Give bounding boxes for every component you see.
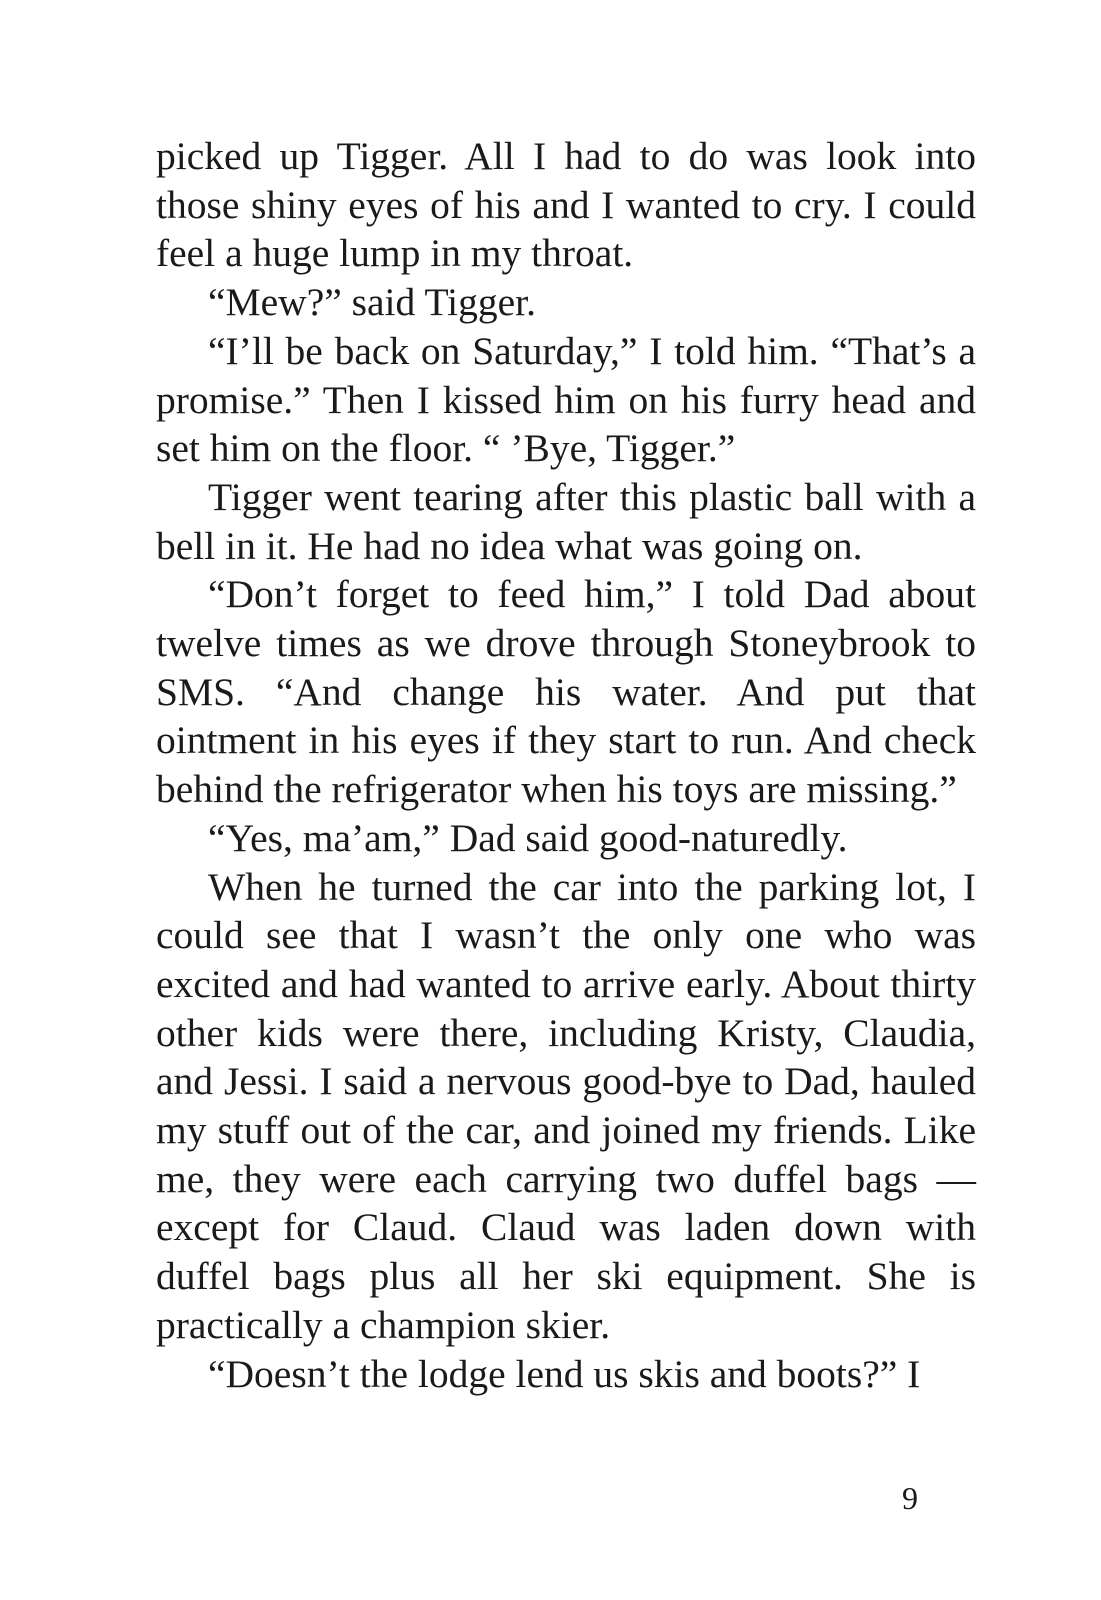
paragraph: “Doesn’t the lodge lend us skis and boots?” I (208, 1351, 921, 1396)
paragraph: When he turned the car into the parking lot, I could see that I wasn’t the only one who was excited and had wanted to arrive early. About thirty other kids were there, including Kristy, Claudia, and Jessi. I said a nervous good-bye to Dad, hauled my stuff out of the car, and joined my friends. Like me, they were each carrying two duffel bags — except for Claud. Claud was laden down with duffel bags plus all her ski equipment. She is practically a champion skier. (156, 864, 976, 1347)
paragraph: picked up Tigger. All I had to do was look into those shiny eyes of his and I wanted to cry. I could feel a huge lump in my throat. (156, 134, 976, 276)
paragraph: “Mew?” said Tigger. (208, 280, 537, 325)
page-number: 9 (902, 1480, 918, 1516)
paragraph: “Don’t forget to feed him,” I told Dad about twelve times as we drove through Stoneybrook to SMS. “And change his water. And put that ointment in his eyes if they start to run. And check behind the refrigerator when his toys are missing.” (156, 572, 976, 812)
paragraph: Tigger went tearing after this plastic ball with a bell in it. He had no idea what was going on. (156, 474, 976, 568)
body-text (156, 132, 976, 1398)
paragraph: “I’ll be back on Saturday,” I told him. “That’s a promise.” Then I kissed him on his furry head and set him on the floor. “ ’Bye, Tigger.” (156, 328, 976, 471)
paragraph: “Yes, ma’am,” Dad said good-naturedly. (208, 815, 848, 860)
